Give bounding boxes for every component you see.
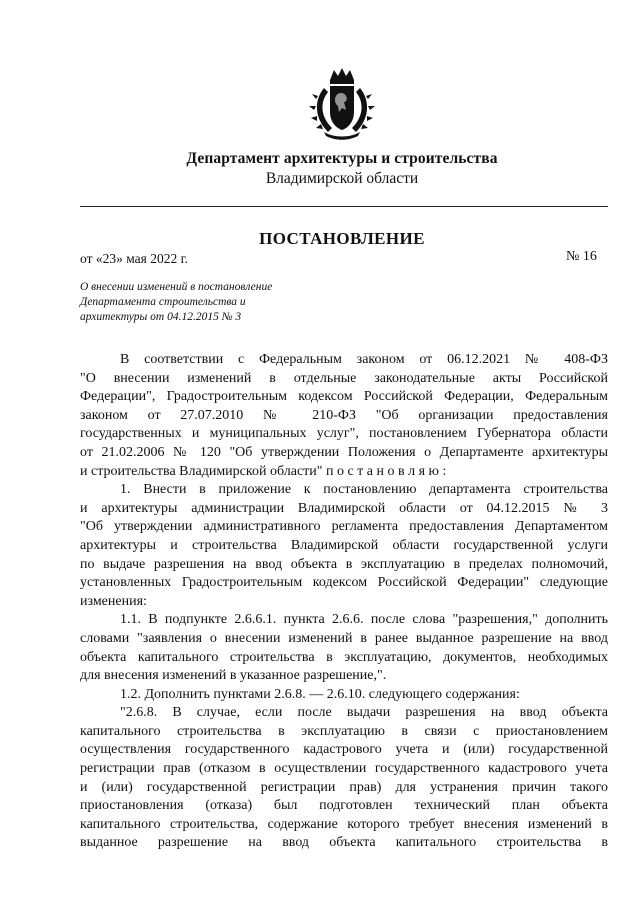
- subject-line: Департамента строительства и: [80, 296, 246, 308]
- body-line: словами "заявления о внесении изменений в ранее выданное разрешение на ввод: [80, 630, 608, 646]
- document-subject: [80, 280, 340, 325]
- item-1-paragraph: [80, 481, 608, 611]
- body-line: 1. Внести в приложение к постановлению департамента строительства: [120, 482, 608, 498]
- item-1-1-paragraph: [80, 611, 608, 685]
- body-line: Федерации", Градостроительным кодексом Российской Федерации, Федеральным: [80, 389, 608, 405]
- body-line: "Об утверждении административного регламента предоставления Департаментом: [80, 519, 608, 535]
- preamble-paragraph: [80, 351, 608, 481]
- body-line: изменения:: [80, 593, 147, 609]
- document-type-title: ПОСТАНОВЛЕНИЕ: [259, 229, 425, 248]
- item-2-6-8-paragraph: [80, 704, 608, 853]
- document-number: № 16: [566, 249, 597, 264]
- body-line: выданное разрешение на ввод объекта капитального строительства в: [80, 835, 608, 851]
- body-line: осуществления государственного кадастрового учета и (или) государственной: [80, 742, 608, 758]
- body-line: и строительства Владимирской области" п о с т а н о в л я ю :: [80, 463, 447, 479]
- vladimir-coat-of-arms-icon: [306, 66, 378, 142]
- organization-region: Владимирской области: [265, 170, 419, 187]
- body-line: капитального строительства в эксплуатацию в связи с приостановлением: [80, 723, 608, 739]
- subject-line: архитектуры от 04.12.2015 № 3: [80, 311, 242, 323]
- body-line: государственных и муниципальных услуг", постановлением Губернатора области: [80, 426, 608, 442]
- body-line: для внесения изменений в указанное разрешение,".: [80, 668, 387, 684]
- organization-name: Департамент архитектуры и строительства: [186, 150, 498, 167]
- subject-line: О внесении изменений в постановление: [80, 281, 273, 293]
- body-line: "О внесении изменений в отдельные законодательные акты Российской: [80, 370, 608, 386]
- body-line: и архитектуры администрации Владимирской области от 04.12.2015 № 3: [80, 500, 608, 516]
- item-1-2-paragraph: [80, 686, 608, 705]
- body-line: 1.1. В подпункте 2.6.6.1. пункта 2.6.6. после слова "разрешения," дополнить: [120, 612, 608, 628]
- body-line: от 21.02.2006 № 120 "Об утверждении Положения о Департаменте архитектуры: [80, 444, 608, 460]
- body-line: регистрации прав (отказом в осуществлении государственного кадастрового учета: [80, 761, 608, 777]
- body-line: В соответствии с Федеральным законом от 06.12.2021 № 408-ФЗ: [120, 352, 608, 367]
- body-line: "2.6.8. В случае, если после выдачи разрешения на ввод объекта: [120, 705, 608, 721]
- document-body: [80, 351, 608, 853]
- body-line: архитектуры и строительства Владимирской области государственной услуги: [80, 537, 608, 553]
- body-line: объекта капитального строительства в эксплуатацию, документов, необходимых: [80, 649, 608, 665]
- body-line: и (или) государственной регистрации прав) для устранения причин такого: [80, 779, 608, 795]
- body-line: капитального строительства, содержание которого требует внесения изменений в: [80, 816, 608, 832]
- header-divider: [80, 206, 608, 207]
- body-line: приостановления (отказа) был подготовлен технический план объекта: [80, 798, 608, 814]
- body-line: 1.2. Дополнить пунктами 2.6.8. — 2.6.10. следующего содержания:: [120, 686, 520, 702]
- body-line: установленных Градостроительным кодексом Российской Федерации" следующие: [80, 575, 608, 591]
- body-line: законом от 27.07.2010 № 210-ФЗ "Об организации предоставления: [80, 407, 608, 423]
- body-line: по выдаче разрешения на ввод объекта в эксплуатацию в пределах полномочий,: [80, 556, 608, 572]
- document-date: от «23» мая 2022 г.: [80, 251, 189, 266]
